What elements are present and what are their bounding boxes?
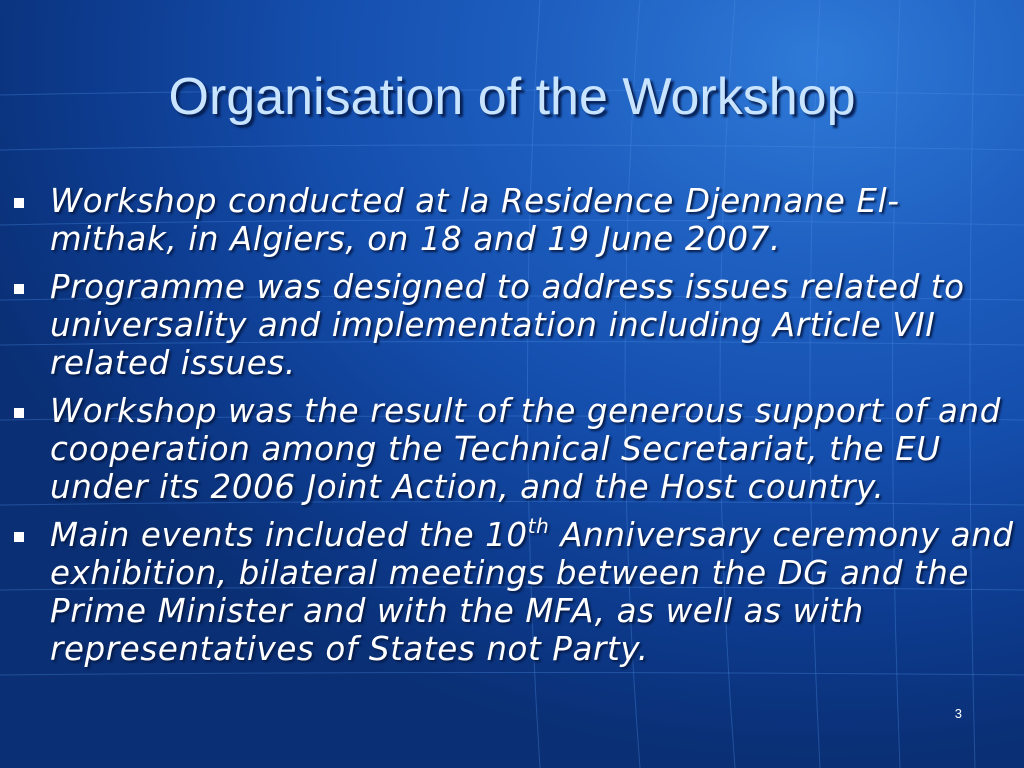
bullet-text-part: Anniversary ceremony and exhibition, bilateral meetings between the DG and the Prime Minister and with the MFA, as well as with representatives of States not Party. xyxy=(50,516,1014,668)
bullet-text: Workshop was the result of the generous support of and cooperation among the Technical Secretariat, the EU under its 2006 Joint Action, and the Host country. xyxy=(50,392,1001,506)
bullet-text-part: Main events included the 10 xyxy=(50,516,528,554)
ordinal-superscript: th xyxy=(527,514,550,538)
square-bullet-icon xyxy=(14,198,24,208)
bullet-text: Programme was designed to address issues related to universality and implementation including Article VII related issues. xyxy=(50,268,965,382)
bullet-item xyxy=(10,516,1015,668)
page-number: 3 xyxy=(954,706,962,721)
bullet-text xyxy=(50,516,1015,668)
slide-title: Organisation of the Workshop xyxy=(168,68,856,126)
bullet-item xyxy=(10,268,1015,382)
square-bullet-icon xyxy=(14,284,24,294)
square-bullet-icon xyxy=(14,408,24,418)
square-bullet-icon xyxy=(14,532,24,542)
bullet-item xyxy=(10,182,1015,258)
bullet-item xyxy=(10,392,1015,506)
bullet-text: Workshop conducted at la Residence Djennane El-mithak, in Algiers, on 18 and 19 June 2007. xyxy=(50,182,900,258)
bullet-list xyxy=(10,182,1015,678)
